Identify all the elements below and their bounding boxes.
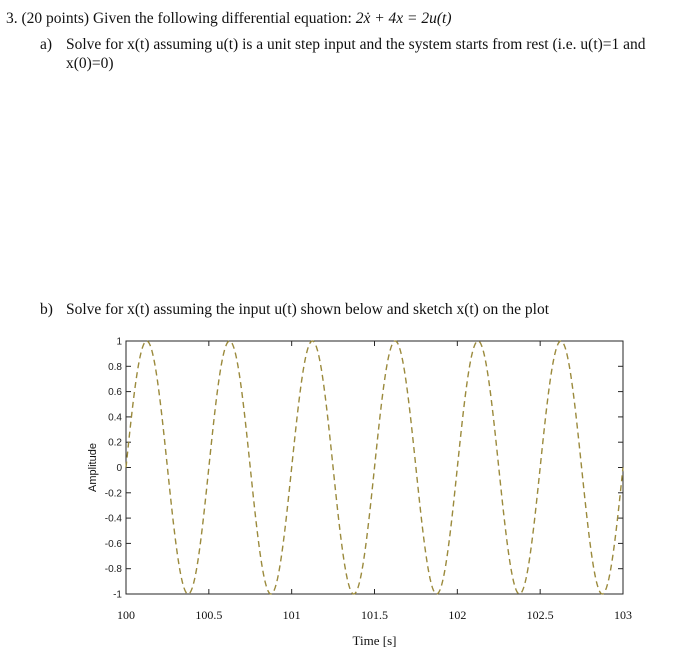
part-b-text: Solve for x(t) assuming the input u(t) shown below and sketch x(t) on the plot [66,301,550,318]
x-tick-label: 100 [117,608,135,622]
x-axis-title: Time [s] [352,633,397,648]
question-points: (20 points) Given the following differential equation: [21,10,352,27]
y-tick-label: -0.2 [104,488,122,500]
y-tick-label: 0.8 [108,361,122,373]
y-axis-title: Amplitude [87,443,99,492]
part-a-text: Solve for x(t) assuming u(t) is a unit step input and the system starts from rest (i.e. u(t)=1 and x(0)=0) [66,36,646,72]
x-tick-label: 102 [448,608,467,622]
x-tick-label: 101.5 [361,608,388,622]
differential-equation: 2ẋ + 4x = 2u(t) [355,10,452,27]
y-tick-label: -0.8 [104,564,122,576]
y-tick-label: 0.4 [108,412,122,424]
question-number: 3. [6,10,18,27]
x-tick-label: 100.5 [195,608,223,622]
y-tick-label: 1 [116,336,122,348]
part-b-label: b) [40,301,53,318]
part-a-label: a) [40,36,53,53]
y-axis [105,337,623,601]
y-tick-label: 0.2 [108,437,122,449]
y-tick-label: -1 [113,589,122,601]
series-line [126,341,623,594]
x-tick-label: 103 [614,608,632,622]
y-tick-label: 0 [116,463,122,474]
y-tick-label: 0.6 [108,387,122,399]
x-tick-label: 102.5 [526,608,554,622]
x-tick-label: 101 [282,608,301,622]
y-tick-label: -0.6 [104,538,122,550]
y-tick-label: -0.4 [104,513,122,525]
